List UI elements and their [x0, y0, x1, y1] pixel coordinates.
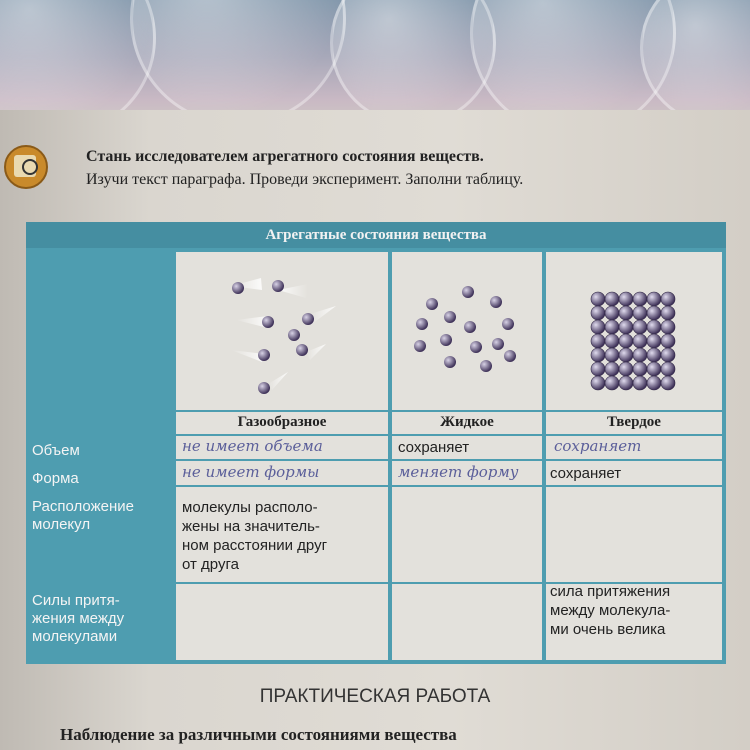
column-solid: Твердое — [607, 414, 661, 430]
row-label-shape: Форма — [32, 470, 79, 487]
gas-image-cell — [176, 252, 388, 410]
practical-work-heading: ПРАКТИЧЕСКАЯ РАБОТА — [259, 686, 491, 707]
row-label-attraction: Силы притя- жения между молекулами — [32, 592, 125, 645]
solid-attraction-answer: сила притяжения между молекула- ми очень велика — [550, 583, 671, 638]
liquid-shape-answer: меняет форму — [398, 463, 519, 481]
liquid-molecules-icon — [392, 252, 542, 410]
gas-shape-answer: не имеет формы — [182, 463, 320, 481]
gas-volume-answer: не имеет объема — [182, 437, 323, 455]
header-photo — [0, 0, 750, 125]
gas-arrangement-answer: молекулы располо- жены на значитель- ном расстоянии друг от друга — [182, 499, 328, 573]
liquid-image-cell — [392, 252, 542, 410]
solid-volume-answer: сохраняет — [554, 437, 642, 455]
solid-shape-answer: сохраняет — [550, 465, 622, 482]
row-label-arrangement: Расположение молекул — [32, 498, 134, 533]
task-subtitle: Изучи текст параграфа. Проведи эксперимент. Заполни таблицу. — [86, 171, 524, 188]
liquid-volume-answer: сохраняет — [398, 439, 470, 456]
column-gas: Газообразное — [237, 414, 327, 430]
column-liquid: Жидкое — [440, 414, 494, 430]
states-table — [26, 222, 726, 664]
solid-lattice-icon — [546, 252, 722, 410]
practical-work-subtitle: Наблюдение за различными состояниями вещества — [60, 725, 457, 744]
gas-molecules-icon — [176, 252, 388, 410]
task-title: Стань исследователем агрегатного состояния веществ. — [86, 148, 484, 165]
row-label-volume: Объем — [32, 442, 80, 459]
research-magnifier-icon — [4, 145, 48, 189]
table-title: Агрегатные состояния вещества — [26, 222, 726, 248]
solid-image-cell — [546, 252, 722, 410]
